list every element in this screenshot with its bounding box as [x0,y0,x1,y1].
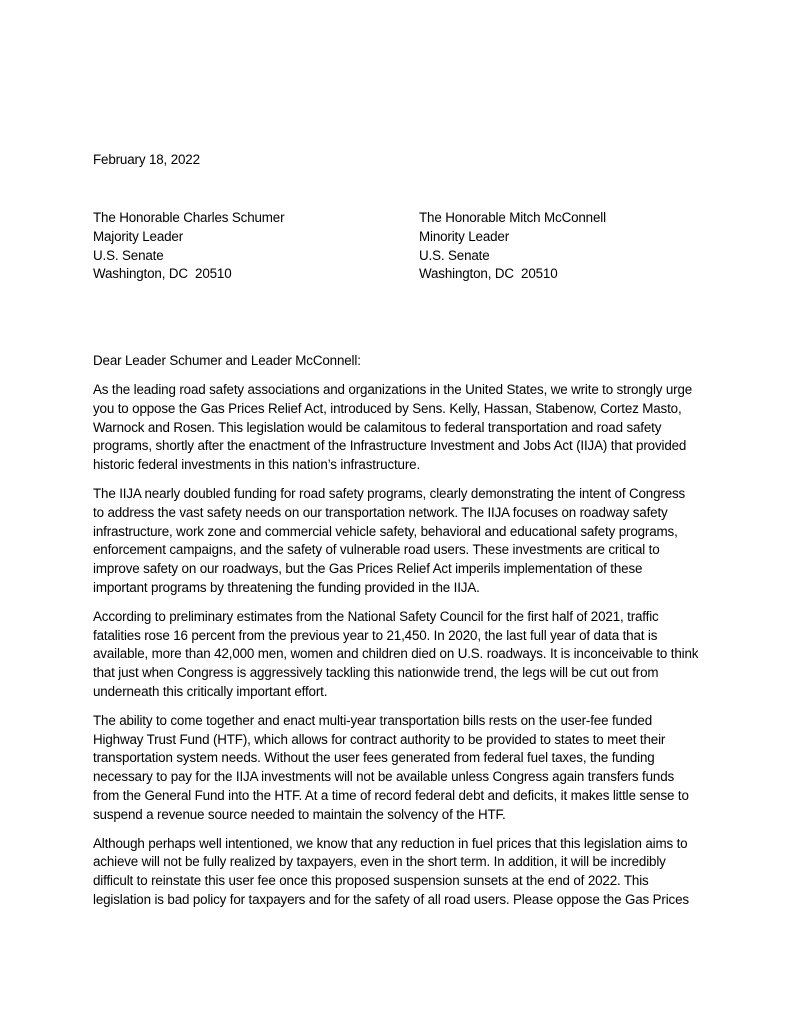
body-paragraph: The IIJA nearly doubled funding for road safety programs, clearly demonstrating the intent of Congress to address the vast safety needs on our transportation network. The IIJA focuses on roadway safety infrastructure, work zone and commercial vehicle safety, behavioral and educational safety programs, enforcement campaigns, and the safety of vulnerable road users. These investments are critical to improve safety on our roadways, but the Gas Prices Relief Act imperils implementation of these important programs by threatening the funding provided in the IIJA. [93,485,686,595]
recipient-address: Washington, DC 20510 [93,266,232,282]
body-paragraph: According to preliminary estimates from the National Safety Council for the first half of 2021, traffic fatalities rose 16 percent from the previous year to 21,450. In 2020, the last full year of data that is available, more than 42,000 men, women and children died on U.S. roadways. It is inconceivable to think that just when Congress is aggressively tackling this nationwide trend, the legs will be cut out from underneath this critically important effort. [93,608,699,699]
recipient-address: Washington, DC 20510 [419,266,558,282]
recipient-block-schumer [93,209,393,284]
recipient-name: The Honorable Mitch McConnell [419,210,606,225]
letter-body [93,381,699,920]
recipient-title: Minority Leader [419,228,510,244]
recipient-block-mcconnell [419,209,719,284]
letter-date: February 18, 2022 [93,152,200,167]
recipient-name: The Honorable Charles Schumer [93,210,285,225]
body-paragraph: Although perhaps well intentioned, we know that any reduction in fuel prices that this legislation aims to achieve will not be fully realized by taxpayers, even in the short term. In addition, it will be incredibly difficult to reinstate this user fee once this proposed suspension sunsets at the end of 2022. This legislation is bad policy for taxpayers and for the safety of all road users. Please oppose the Gas Prices [93,835,689,907]
body-paragraph: As the leading road safety associations and organizations in the United States, we write to strongly urge you to oppose the Gas Prices Relief Act, introduced by Sens. Kelly, Hassan, Stabenow, Cortez Masto, Warnock and Rosen. This legislation would be calamitous to federal transportation and road safety programs, shortly after the enactment of the Infrastructure Investment and Jobs Act (IIJA) that provided historic federal investments in this nation’s infrastructure. [93,382,693,473]
body-paragraph: The ability to come together and enact multi-year transportation bills rests on the user-fee funded Highway Trust Fund (HTF), which allows for contract authority to be provided to states to meet their transportation system needs. Without the user fees generated from federal fuel taxes, the funding necessary to pay for the IIJA investments will not be available unless Congress again transfers funds from the General Fund into the HTF. At a time of record federal debt and deficits, it makes little sense to suspend a revenue source needed to maintain the solvency of the HTF. [93,712,689,822]
salutation: Dear Leader Schumer and Leader McConnell: [93,353,361,368]
recipient-body: U.S. Senate [419,247,490,263]
recipient-title: Majority Leader [93,228,184,244]
recipient-body: U.S. Senate [93,247,164,263]
